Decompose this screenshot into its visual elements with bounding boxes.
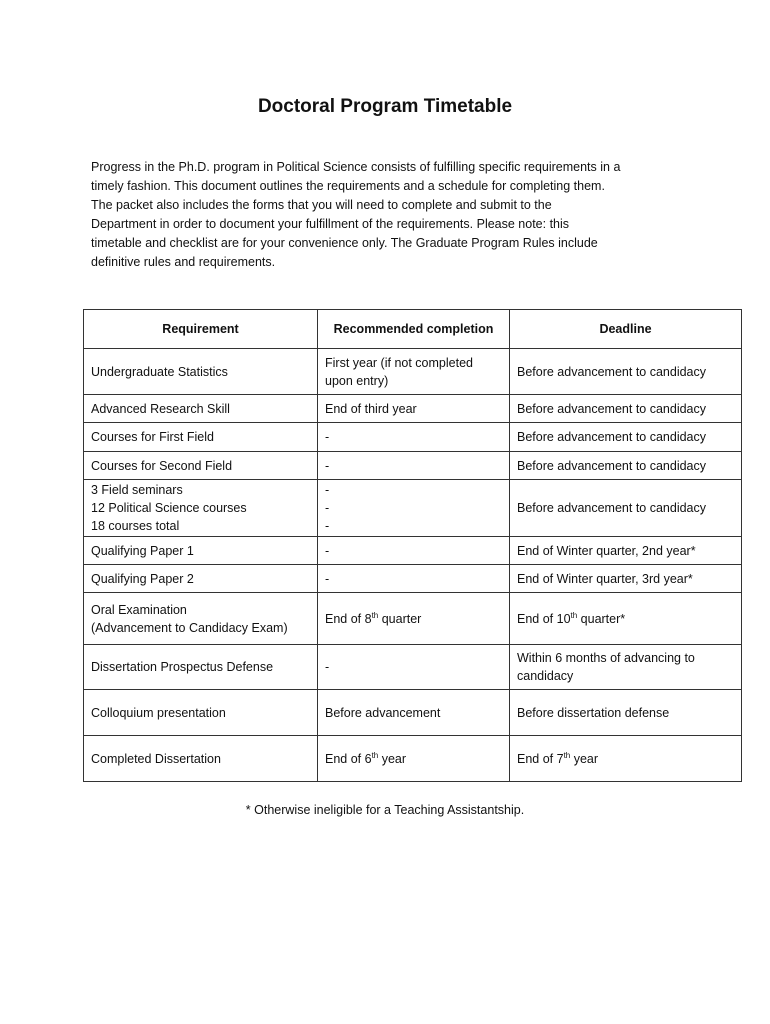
table-row (84, 736, 742, 782)
cell-text: upon entry) (325, 373, 389, 388)
cell-text: Courses for Second Field (91, 458, 233, 473)
intro-line: Progress in the Ph.D. program in Political Science consists of fulfilling specific requirements in a (91, 160, 621, 174)
table-row (84, 395, 742, 423)
cell-text: Advanced Research Skill (91, 401, 230, 416)
cell-text: 3 Field seminars (91, 483, 183, 497)
cell-deadline (510, 537, 742, 565)
requirements-table (83, 309, 742, 782)
cell-deadline (510, 593, 742, 645)
cell-text-main: End of 7 (517, 751, 564, 766)
cell-text: Before advancement to candidacy (517, 401, 707, 416)
cell-text-rest: year (378, 751, 407, 766)
table-row (84, 690, 742, 736)
footnote: * Otherwise ineligible for a Teaching Assistantship. (245, 803, 525, 817)
cell-text: Before advancement to candidacy (517, 430, 707, 444)
cell-recommended-completion (318, 565, 510, 593)
cell-recommended-completion (318, 593, 510, 645)
intro-line: timetable and checklist are for your convenience only. The Graduate Program Rules include (91, 236, 598, 250)
cell-text: Colloquium presentation (91, 705, 226, 720)
cell-deadline (510, 480, 742, 537)
ordinal-suffix: th (371, 610, 379, 620)
cell-text: End of Winter quarter, 3rd year* (517, 571, 693, 586)
cell-text: End of Winter quarter, 2nd year* (517, 543, 696, 558)
cell-text-rest: quarter* (577, 611, 626, 626)
cell-text (325, 750, 502, 768)
cell-text: First year (if not completed (325, 355, 473, 370)
cell-text: Qualifying Paper 2 (91, 571, 194, 586)
cell-text: candidacy (517, 669, 574, 683)
table-row (84, 480, 742, 537)
cell-text: Courses for First Field (91, 430, 214, 444)
cell-text-main: End of 8 (325, 611, 372, 626)
cell-text: 12 Political Science courses (91, 501, 247, 515)
intro-paragraph (91, 158, 691, 272)
column-header-recommended-completion: Recommended completion (318, 310, 510, 349)
cell-recommended-completion (318, 645, 510, 690)
cell-text: - (325, 483, 330, 497)
cell-text: Undergraduate Statistics (91, 364, 228, 379)
cell-deadline (510, 395, 742, 423)
cell-requirement (84, 480, 318, 537)
table-row (84, 537, 742, 565)
cell-text: - (325, 501, 330, 515)
cell-text: Within 6 months of advancing to (517, 651, 695, 665)
cell-requirement (84, 537, 318, 565)
cell-deadline (510, 565, 742, 593)
cell-text: - (325, 430, 330, 444)
cell-requirement (84, 565, 318, 593)
table-row (84, 452, 742, 480)
cell-text: Completed Dissertation (91, 751, 221, 766)
cell-deadline (510, 452, 742, 480)
cell-text: - (325, 543, 330, 558)
cell-requirement (84, 349, 318, 395)
column-header-deadline: Deadline (510, 310, 742, 349)
cell-deadline (510, 349, 742, 395)
cell-text: End of third year (325, 401, 417, 416)
cell-requirement (84, 452, 318, 480)
cell-recommended-completion (318, 690, 510, 736)
ordinal-suffix: th (371, 750, 379, 760)
cell-requirement (84, 690, 318, 736)
cell-text (517, 610, 734, 628)
cell-text-rest: year (570, 751, 599, 766)
ordinal-suffix: th (563, 750, 571, 760)
table-body (84, 349, 742, 782)
cell-text: Before dissertation defense (517, 705, 670, 720)
cell-recommended-completion (318, 537, 510, 565)
table-row (84, 423, 742, 452)
intro-line: The packet also includes the forms that you will need to complete and submit to the (91, 198, 552, 212)
cell-text: Before advancement (325, 705, 441, 720)
table-row (84, 645, 742, 690)
ordinal-suffix: th (570, 610, 578, 620)
cell-deadline (510, 690, 742, 736)
cell-text: - (325, 571, 330, 586)
cell-deadline (510, 423, 742, 452)
table-row (84, 565, 742, 593)
cell-text: 18 courses total (91, 519, 180, 533)
cell-recommended-completion (318, 452, 510, 480)
cell-text: (Advancement to Candidacy Exam) (91, 620, 288, 635)
column-header-requirement: Requirement (84, 310, 318, 349)
cell-text (517, 750, 734, 768)
cell-text: Before advancement to candidacy (517, 364, 707, 379)
cell-recommended-completion (318, 736, 510, 782)
cell-requirement (84, 423, 318, 452)
table-row (84, 593, 742, 645)
cell-recommended-completion (318, 349, 510, 395)
cell-text: Oral Examination (91, 602, 187, 617)
cell-deadline (510, 736, 742, 782)
cell-recommended-completion (318, 480, 510, 537)
cell-text: - (325, 458, 330, 473)
cell-requirement (84, 395, 318, 423)
cell-recommended-completion (318, 423, 510, 452)
cell-requirement (84, 736, 318, 782)
cell-text: - (325, 660, 330, 674)
cell-text-rest: quarter (378, 611, 422, 626)
cell-text: Qualifying Paper 1 (91, 543, 194, 558)
cell-requirement (84, 645, 318, 690)
cell-text-main: End of 6 (325, 751, 372, 766)
cell-deadline (510, 645, 742, 690)
cell-text (325, 610, 502, 628)
page-title: Doctoral Program Timetable (257, 96, 513, 117)
table-header-row (84, 310, 742, 349)
cell-text: Dissertation Prospectus Defense (91, 660, 274, 674)
cell-recommended-completion (318, 395, 510, 423)
cell-text: Before advancement to candidacy (517, 501, 707, 515)
cell-text: - (325, 519, 330, 533)
cell-text-main: End of 10 (517, 611, 571, 626)
table-row (84, 349, 742, 395)
cell-text: Before advancement to candidacy (517, 458, 707, 473)
intro-line: Department in order to document your fulfillment of the requirements. Please note: this (91, 217, 570, 231)
cell-requirement (84, 593, 318, 645)
intro-line: definitive rules and requirements. (91, 255, 276, 269)
intro-line: timely fashion. This document outlines the requirements and a schedule for completing them. (91, 179, 605, 193)
